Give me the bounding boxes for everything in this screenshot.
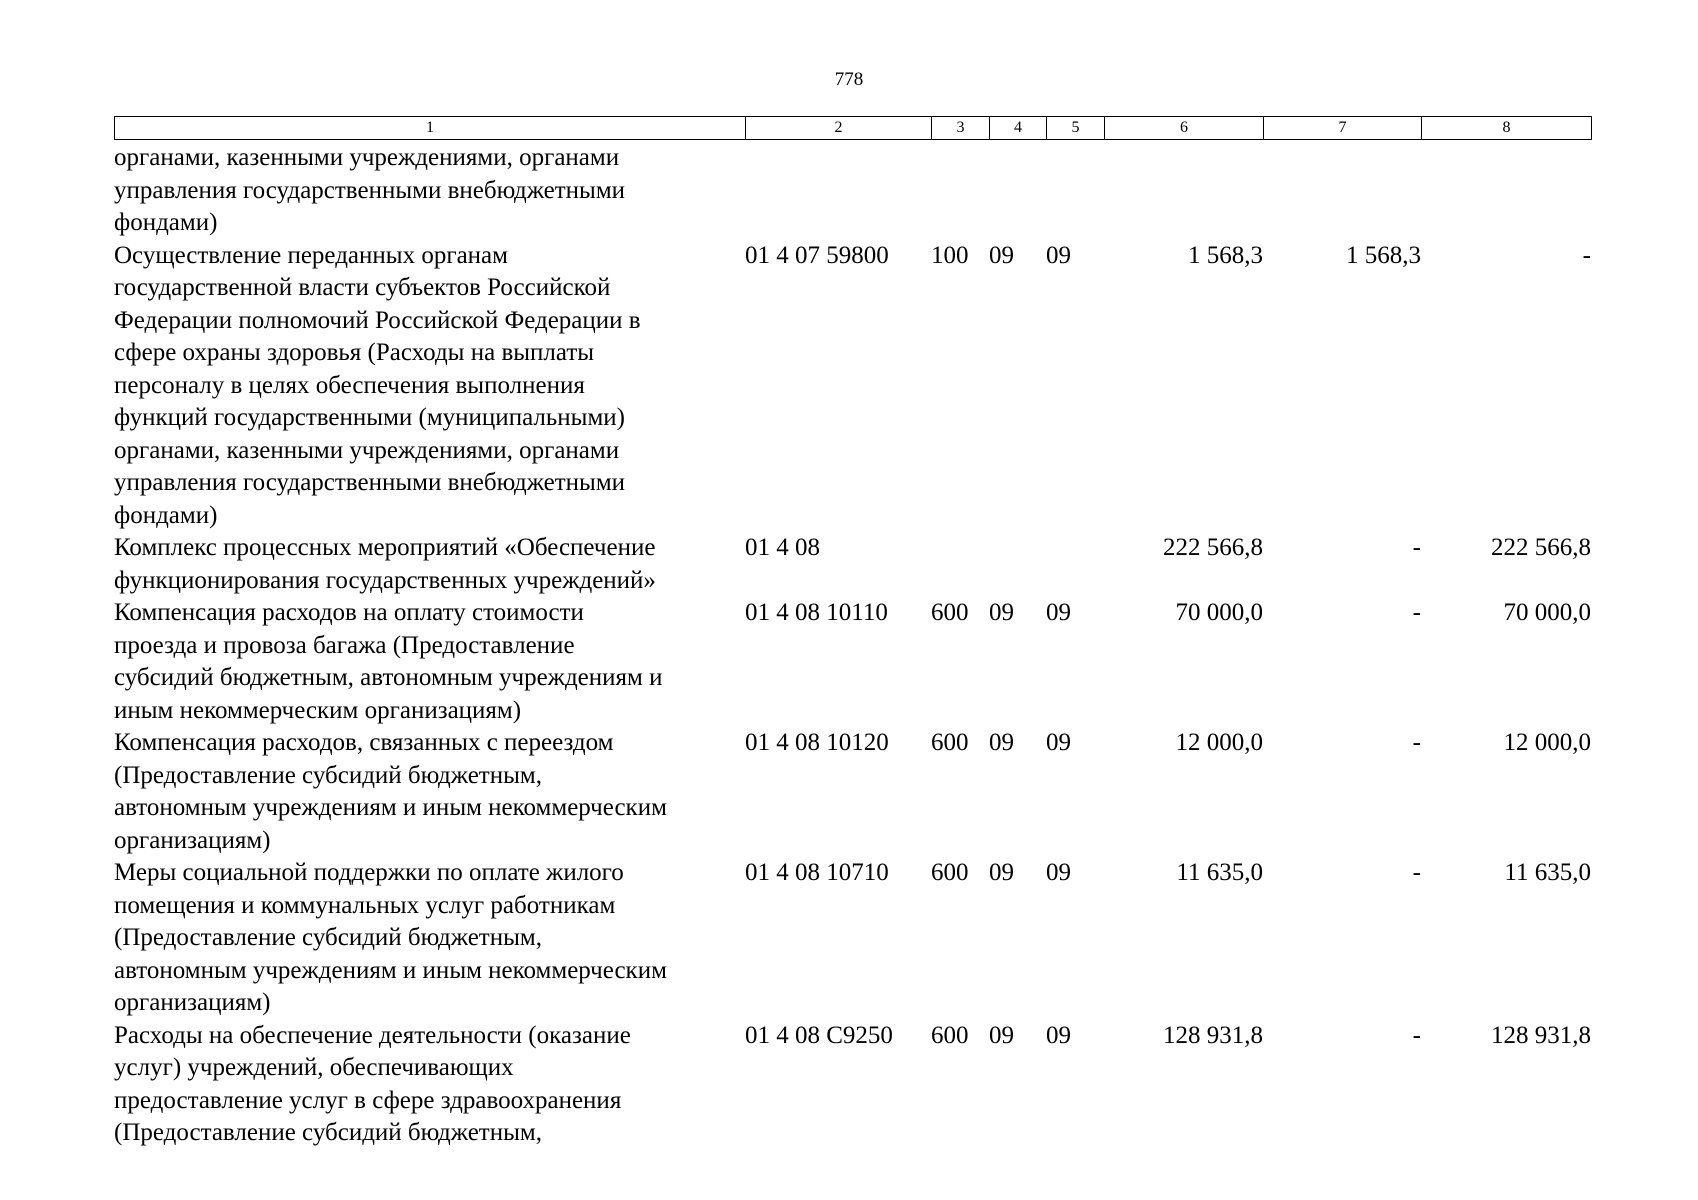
description-line: Меры социальной поддержки по оплате жилого bbox=[114, 859, 624, 886]
description-line: функционирования государственных учреждений» bbox=[114, 566, 656, 594]
description-line: услуг) учреждений, обеспечивающих bbox=[114, 1054, 514, 1081]
expense-type: 600 bbox=[931, 1021, 969, 1049]
description-line: организациям) bbox=[114, 826, 271, 854]
expense-type: 600 bbox=[931, 599, 969, 626]
header-col-8: 8 bbox=[1422, 117, 1592, 140]
row-description bbox=[114, 727, 745, 857]
section: 09 bbox=[989, 859, 1014, 886]
total-amount: 12 000,0 bbox=[1175, 729, 1263, 756]
total-amount bbox=[1104, 142, 1263, 240]
description-line: Комплекс процессных мероприятий «Обеспечение bbox=[114, 534, 656, 561]
target-code: 01 4 08 С9250 bbox=[745, 1021, 893, 1049]
description-line: управления государственными внебюджетными bbox=[114, 176, 626, 204]
header-col-2: 2 bbox=[746, 117, 932, 140]
section: 09 bbox=[989, 241, 1014, 269]
description-line: (Предоставление субсидий бюджетным, bbox=[114, 1119, 542, 1146]
federal-amount: - bbox=[1412, 534, 1421, 561]
federal-amount: - bbox=[1412, 859, 1421, 886]
description-line: иным некоммерческим организациям) bbox=[114, 696, 522, 724]
subsection: 09 bbox=[1046, 859, 1071, 886]
table-row bbox=[114, 597, 1591, 727]
budget-table bbox=[114, 142, 1591, 1150]
subsection bbox=[1046, 532, 1104, 597]
table-row bbox=[114, 532, 1591, 597]
total-amount: 222 566,8 bbox=[1163, 534, 1263, 561]
description-line: (Предоставление субсидий бюджетным, bbox=[114, 761, 542, 789]
header-col-4: 4 bbox=[990, 117, 1047, 140]
section bbox=[989, 532, 1046, 597]
subsection: 09 bbox=[1046, 1021, 1071, 1049]
column-number-header bbox=[114, 116, 1592, 140]
description-line: функций государственными (муниципальными) bbox=[114, 404, 625, 431]
description-line: помещения и коммунальных услуг работникам bbox=[114, 891, 616, 919]
expense-type bbox=[931, 142, 989, 240]
expense-type: 600 bbox=[931, 729, 969, 756]
row-description bbox=[114, 1020, 745, 1150]
target-code: 01 4 08 bbox=[745, 534, 820, 561]
target-code: 01 4 07 59800 bbox=[745, 241, 889, 269]
row-description bbox=[114, 857, 745, 1020]
description-line: организациям) bbox=[114, 989, 271, 1016]
federal-amount bbox=[1263, 142, 1421, 240]
total-amount: 11 635,0 bbox=[1176, 859, 1263, 886]
target-code: 01 4 08 10120 bbox=[745, 729, 889, 756]
description-line: автономным учреждениям и иным некоммерческим bbox=[114, 956, 667, 984]
federal-amount: - bbox=[1412, 599, 1421, 626]
description-line: фондами) bbox=[114, 501, 218, 529]
table-row bbox=[114, 1020, 1591, 1150]
expense-type bbox=[931, 532, 989, 597]
description-line: Компенсация расходов, связанных с переездом bbox=[114, 729, 614, 756]
table-row bbox=[114, 240, 1591, 533]
subsection bbox=[1046, 142, 1104, 240]
description-line: управления государственными внебюджетными bbox=[114, 469, 626, 496]
regional-amount: 222 566,8 bbox=[1491, 534, 1591, 561]
description-line: (Предоставление субсидий бюджетным, bbox=[114, 924, 542, 951]
target-code: 01 4 08 10110 bbox=[745, 599, 888, 626]
description-line: персоналу в целях обеспечения выполнения bbox=[114, 371, 585, 399]
header-col-3: 3 bbox=[932, 117, 990, 140]
expense-type: 100 bbox=[931, 241, 969, 269]
header-col-6: 6 bbox=[1105, 117, 1264, 140]
row-description bbox=[114, 532, 745, 597]
subsection: 09 bbox=[1046, 241, 1071, 269]
target-code bbox=[745, 142, 931, 240]
description-line: сфере охраны здоровья (Расходы на выплаты bbox=[114, 339, 595, 366]
header-col-7: 7 bbox=[1264, 117, 1422, 140]
description-line: Федерации полномочий Российской Федерации в bbox=[114, 306, 641, 334]
header-col-5: 5 bbox=[1047, 117, 1105, 140]
total-amount: 70 000,0 bbox=[1175, 599, 1263, 626]
section bbox=[989, 142, 1046, 240]
description-line: фондами) bbox=[114, 209, 218, 236]
federal-amount: - bbox=[1412, 1021, 1421, 1049]
subsection: 09 bbox=[1046, 729, 1071, 756]
section: 09 bbox=[989, 729, 1014, 756]
description-line: органами, казенными учреждениями, органами bbox=[114, 144, 620, 171]
description-line: Расходы на обеспечение деятельности (оказание bbox=[114, 1021, 631, 1049]
total-amount: 1 568,3 bbox=[1188, 241, 1263, 269]
description-line: Компенсация расходов на оплату стоимости bbox=[114, 599, 584, 626]
total-amount: 128 931,8 bbox=[1163, 1021, 1263, 1049]
regional-amount: - bbox=[1582, 241, 1591, 269]
row-description bbox=[114, 142, 745, 240]
regional-amount: 11 635,0 bbox=[1504, 859, 1591, 886]
row-description bbox=[114, 597, 745, 727]
regional-amount bbox=[1421, 142, 1591, 240]
regional-amount: 12 000,0 bbox=[1503, 729, 1591, 756]
header-col-1: 1 bbox=[115, 117, 746, 140]
subsection: 09 bbox=[1046, 599, 1071, 626]
table-row bbox=[114, 857, 1591, 1020]
description-line: предоставление услуг в сфере здравоохранения bbox=[114, 1086, 622, 1114]
federal-amount: 1 568,3 bbox=[1346, 241, 1421, 269]
description-line: государственной власти субъектов Российской bbox=[114, 274, 611, 301]
description-line: проезда и провоза багажа (Предоставление bbox=[114, 631, 575, 659]
target-code: 01 4 08 10710 bbox=[745, 859, 889, 886]
regional-amount: 128 931,8 bbox=[1491, 1021, 1591, 1049]
table-row bbox=[114, 142, 1591, 240]
description-line: органами, казенными учреждениями, органами bbox=[114, 436, 620, 464]
regional-amount: 70 000,0 bbox=[1503, 599, 1591, 626]
expense-type: 600 bbox=[931, 859, 969, 886]
section: 09 bbox=[989, 599, 1014, 626]
row-description bbox=[114, 240, 745, 533]
description-line: автономным учреждениям и иным некоммерческим bbox=[114, 794, 667, 821]
description-line: Осуществление переданных органам bbox=[114, 241, 508, 269]
federal-amount: - bbox=[1412, 729, 1421, 756]
table-row bbox=[114, 727, 1591, 857]
page-number: 778 bbox=[834, 69, 864, 90]
description-line: субсидий бюджетным, автономным учреждениям и bbox=[114, 664, 663, 691]
section: 09 bbox=[989, 1021, 1014, 1049]
